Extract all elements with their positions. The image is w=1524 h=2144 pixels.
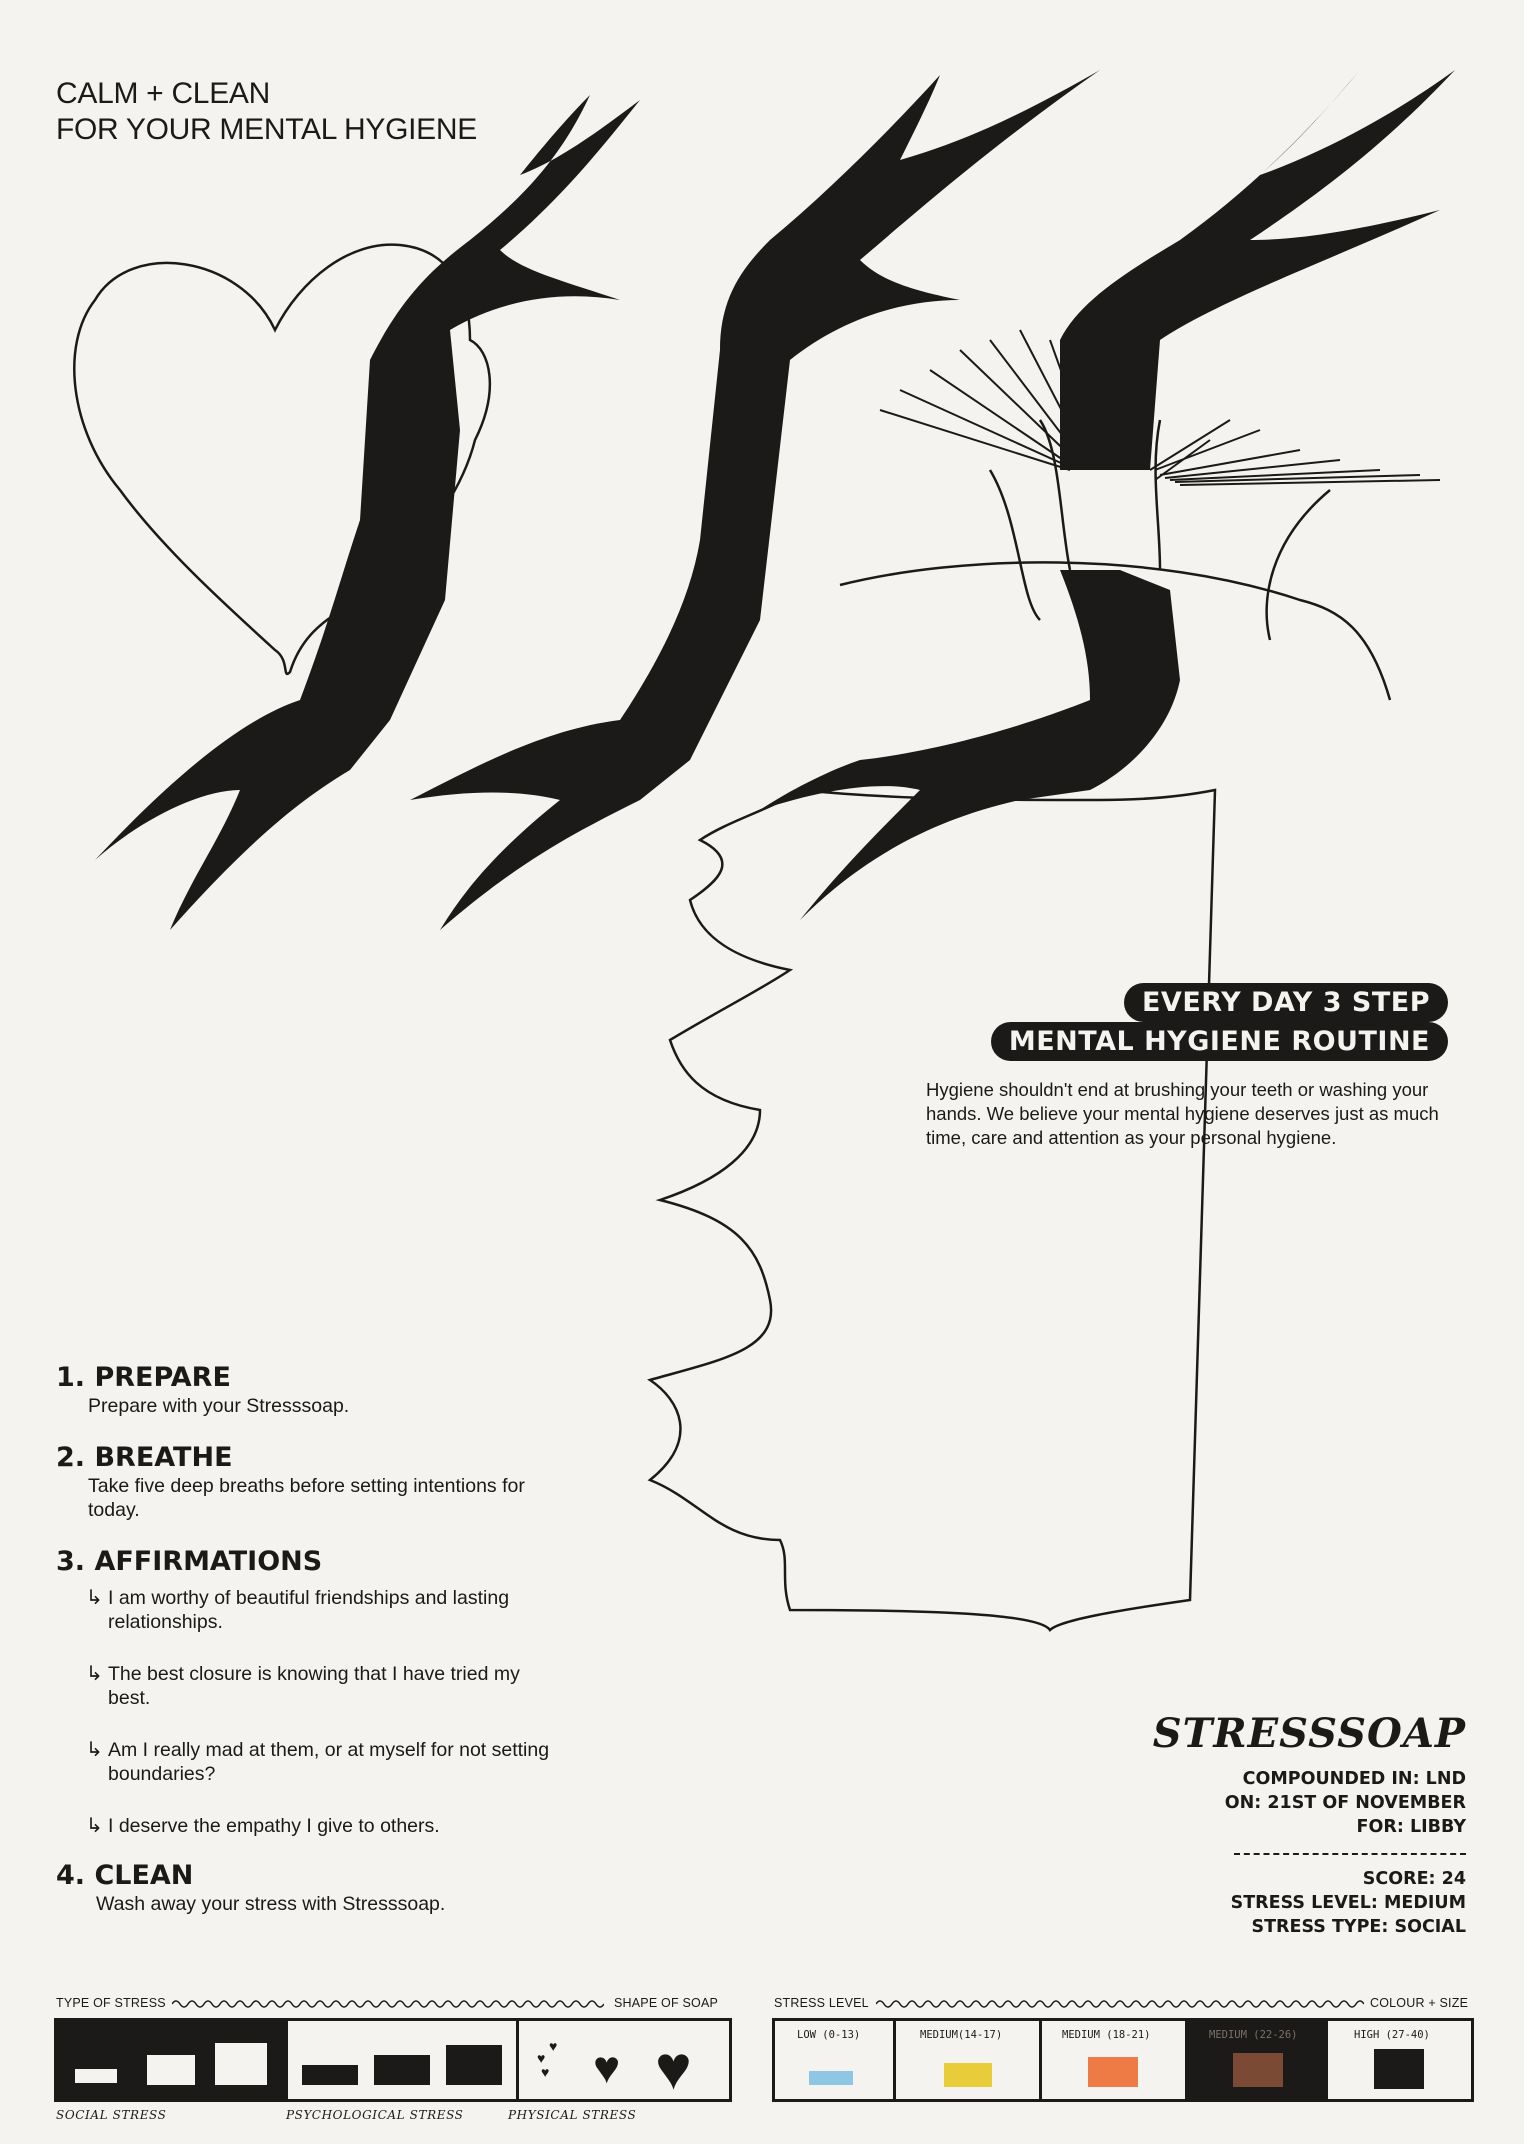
header-line-2: FOR YOUR MENTAL HYGIENE — [56, 113, 477, 146]
brand-block — [1153, 1710, 1466, 1939]
routine-title-line-2: MENTAL HYGIENE ROUTINE — [991, 1022, 1448, 1061]
affirmation-text: I deserve the empathy I give to others. — [108, 1815, 440, 1837]
wavy-line-graphic — [172, 1998, 604, 2010]
soap-swatch-blue — [809, 2071, 853, 2085]
level-label: HIGH (27-40) — [1354, 2029, 1430, 2041]
svg-text:♥: ♥ — [541, 2064, 550, 2080]
svg-text:♥: ♥ — [537, 2050, 546, 2066]
affirmation-text: Am I really mad at them, or at myself for not setting boundaries? — [108, 1739, 550, 1785]
score: SCORE: 24 — [1362, 1869, 1466, 1889]
legend-shape-of-soap-label: SHAPE OF SOAP — [614, 1996, 719, 2010]
step-prepare — [56, 1362, 556, 1418]
routine-intro: Hygiene shouldn't end at brushing your teeth or washing your hands. We believe your mental hygiene deserves just as much time, care and attention as your personal hygiene. — [926, 1079, 1439, 1148]
header — [56, 76, 477, 148]
stress-type: STRESS TYPE: SOCIAL — [1251, 1917, 1466, 1937]
arrow-down-right-icon: ↳ — [86, 1739, 103, 1761]
category-social-stress: SOCIAL STRESS — [56, 2108, 167, 2122]
affirmation-text: I am worthy of beautiful friendships and lasting relationships. — [108, 1587, 510, 1633]
soap-swatch-black — [1374, 2049, 1424, 2089]
category-psychological-stress: PSYCHOLOGICAL STRESS — [286, 2108, 464, 2122]
steps-list — [56, 1362, 556, 1916]
psychological-stress-cell — [288, 2021, 516, 2099]
step-title: 4. CLEAN — [56, 1860, 194, 1891]
step-affirmations — [56, 1546, 556, 1838]
wavy-line-graphic — [876, 1998, 1364, 2010]
step-clean — [56, 1860, 556, 1916]
soap-shapes-physical-icon — [519, 2021, 729, 2099]
arrow-down-right-icon: ↳ — [86, 1663, 103, 1685]
step-breathe — [56, 1442, 556, 1522]
affirmation-item — [86, 1814, 556, 1838]
eyelashes-graphic — [880, 330, 1440, 485]
header-line-1: CALM + CLEAN — [56, 77, 270, 110]
level-label: MEDIUM (18-21) — [1062, 2029, 1151, 2041]
level-high-cell — [1328, 2021, 1471, 2099]
svg-text:♥: ♥ — [549, 2038, 558, 2054]
compounded-in: COMPOUNDED IN: LND — [1242, 1769, 1466, 1789]
physical-stress-cell — [519, 2021, 729, 2099]
affirmation-item — [86, 1662, 556, 1710]
soap-swatch-yellow — [944, 2063, 992, 2087]
step-title: 1. PREPARE — [56, 1362, 231, 1393]
level-medium-2-cell — [1042, 2021, 1185, 2099]
soap-shapes-social-icon — [57, 2021, 285, 2099]
step-text: Prepare with your Stresssoap. — [88, 1395, 350, 1417]
stress-level: STRESS LEVEL: MEDIUM — [1230, 1893, 1466, 1913]
level-medium-1-cell — [896, 2021, 1039, 2099]
step-text: Wash away your stress with Stresssoap. — [96, 1893, 446, 1915]
social-stress-cell — [57, 2021, 285, 2099]
dashed-divider — [1234, 1853, 1466, 1855]
soap-swatch-brown — [1233, 2053, 1283, 2087]
gothic-letters-graphic — [95, 70, 1455, 930]
svg-text:♥: ♥ — [655, 2034, 692, 2099]
soap-swatch-orange — [1088, 2057, 1138, 2087]
affirmation-item — [86, 1738, 556, 1786]
level-label: MEDIUM(14-17) — [920, 2029, 1003, 2041]
category-physical-stress: PHYSICAL STRESS — [508, 2108, 637, 2122]
level-label: LOW (0-13) — [797, 2029, 861, 2041]
shape-of-soap-legend — [54, 2018, 732, 2102]
legend-colour-size-label: COLOUR + SIZE — [1370, 1996, 1469, 2010]
soap-shapes-psychological-icon — [288, 2021, 516, 2099]
step-title: 2. BREATHE — [56, 1442, 233, 1473]
compounded-on: ON: 21ST OF NOVEMBER — [1224, 1793, 1466, 1813]
stresssoap-logo: STRESSSOAP — [1152, 1710, 1466, 1757]
level-low-cell — [775, 2021, 893, 2099]
affirmation-item — [86, 1586, 556, 1634]
legend-stress-level-label: STRESS LEVEL — [774, 1996, 869, 2010]
soap-bar-outline-graphic — [650, 790, 1215, 1630]
letter-stroke-3b — [760, 570, 1180, 920]
level-medium-3-cell — [1185, 2021, 1328, 2099]
legend-type-of-stress-label: TYPE OF STRESS — [56, 1996, 166, 2010]
level-label: MEDIUM (22-26) — [1209, 2029, 1298, 2041]
stress-level-legend — [772, 2018, 1474, 2102]
arrow-down-right-icon: ↳ — [86, 1587, 103, 1609]
step-title: 3. AFFIRMATIONS — [56, 1546, 323, 1577]
compounded-for: FOR: LIBBY — [1356, 1817, 1466, 1837]
arrow-down-right-icon: ↳ — [86, 1815, 103, 1837]
routine-title-line-1: EVERY DAY 3 STEP — [1124, 983, 1448, 1022]
step-text: Take five deep breaths before setting intentions for today. — [88, 1475, 525, 1521]
svg-text:♥: ♥ — [593, 2041, 621, 2093]
affirmation-text: The best closure is knowing that I have tried my best. — [108, 1663, 520, 1709]
